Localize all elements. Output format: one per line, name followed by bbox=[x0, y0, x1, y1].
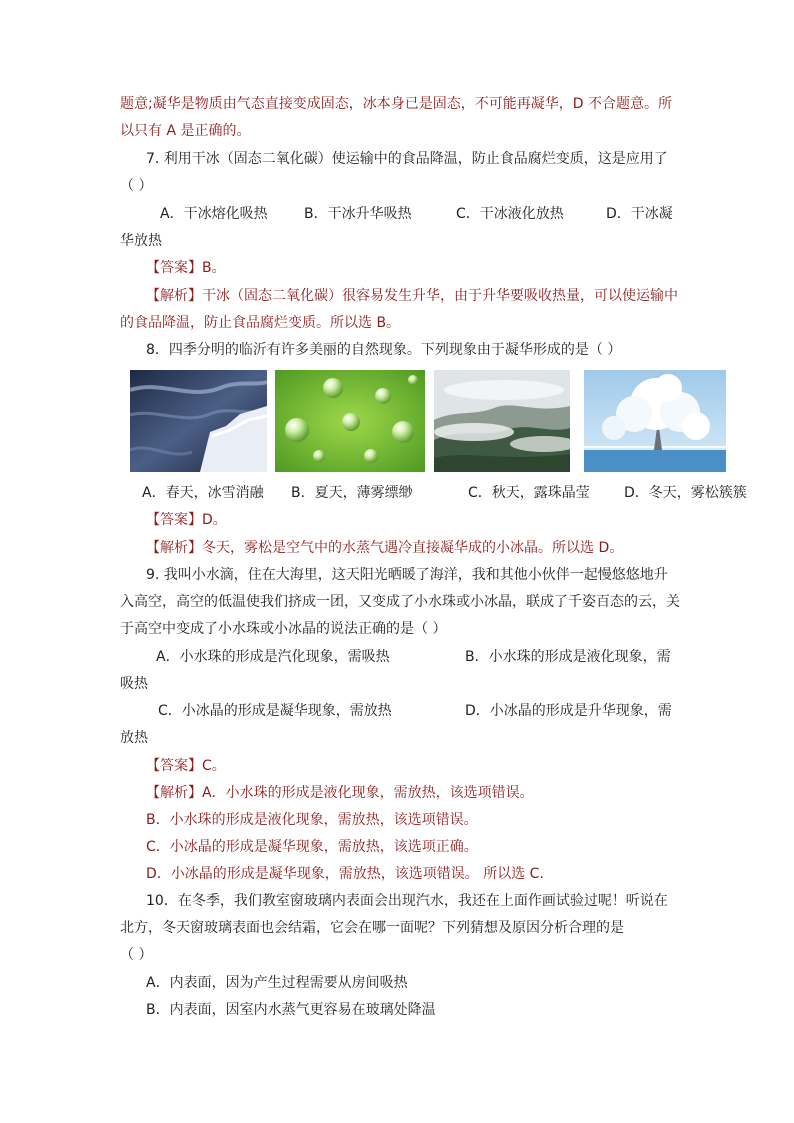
q8-stem: 8．四季分明的临沂有许多美丽的自然现象。下列现象由于凝华形成的是（ ） bbox=[146, 342, 622, 358]
q9-option-b-continued: 吸热 bbox=[120, 676, 148, 692]
q9-analysis-line-2: B．小水珠的形成是液化现象，需放热，该选项错误。 bbox=[146, 812, 478, 828]
q9-stem-line-2: 入高空，高空的低温使我们挤成一团，又变成了小水珠或小冰晶，联成了千姿百态的云，关 bbox=[120, 594, 680, 610]
q8-option-c: C．秋天，露珠晶莹 bbox=[468, 485, 590, 501]
q8-analysis: 【解析】冬天，雾松是空气中的水蒸气遇冷直接凝华成的小冰晶。所以选 D。 bbox=[146, 540, 624, 556]
q8-option-a: A．春天，冰雪消融 bbox=[142, 485, 264, 501]
q7-analysis-line-1: 【解析】干冰（固态二氧化碳）很容易发生升华，由于升华要吸收热量，可以使运输中 bbox=[146, 288, 678, 304]
q9-option-d-continued: 放热 bbox=[120, 730, 148, 746]
q7-stem-line-2: （ ） bbox=[120, 178, 153, 194]
prev-analysis-line-1: 题意;凝华是物质由气态直接变成固态，冰本身已是固态，不可能再凝华，D 不合题意。所 bbox=[120, 96, 672, 112]
q9-answer: 【答案】C。 bbox=[146, 758, 226, 774]
q9-option-b: B．小水珠的形成是液化现象，需 bbox=[465, 649, 671, 665]
q9-stem-line-1: 9. 我叫小水滴，住在大海里，这天阳光晒暖了海洋，我和其他小伙伴一起慢悠悠地升 bbox=[146, 567, 668, 583]
q8-image-autumn-mist bbox=[434, 370, 570, 472]
q9-analysis-line-3: C．小冰晶的形成是凝华现象，需放热，该选项正确。 bbox=[146, 839, 478, 855]
q10-stem-line-3: （ ） bbox=[120, 947, 153, 963]
q8-image-summer-droplets bbox=[275, 370, 425, 472]
q8-image-winter-rime bbox=[584, 370, 726, 472]
q7-answer: 【答案】B。 bbox=[146, 260, 226, 276]
q9-analysis-line-1: 【解析】A．小水珠的形成是液化现象，需放热，该选项错误。 bbox=[146, 785, 534, 801]
q10-option-b: B．内表面，因室内水蒸气更容易在玻璃处降温 bbox=[146, 1002, 436, 1018]
q7-analysis-line-2: 的食品降温，防止食品腐烂变质。所以选 B。 bbox=[120, 315, 401, 331]
q8-option-d: D．冬天，雾松簇簇 bbox=[624, 485, 747, 501]
q10-option-a: A．内表面，因为产生过程需要从房间吸热 bbox=[146, 975, 408, 991]
q7-option-b: B．干冰升华吸热 bbox=[304, 206, 412, 222]
prev-analysis-line-2: 以只有 A 是正确的。 bbox=[120, 123, 251, 139]
q9-stem-line-3: 于高空中变成了小水珠或小冰晶的说法正确的是（ ） bbox=[120, 621, 447, 637]
q9-option-d: D．小冰晶的形成是升华现象，需 bbox=[465, 703, 672, 719]
q7-option-a: A．干冰熔化吸热 bbox=[160, 206, 268, 222]
q9-option-c: C．小冰晶的形成是凝华现象，需放热 bbox=[158, 703, 392, 719]
q8-answer: 【答案】D。 bbox=[146, 512, 227, 528]
q10-stem-line-2: 北方，冬天窗玻璃表面也会结霜，它会在哪一面呢？下列猜想及原因分析合理的是 bbox=[120, 920, 624, 936]
q8-image-spring-ice-melting bbox=[130, 370, 267, 472]
q8-option-b: B．夏天，薄雾缥缈 bbox=[291, 485, 413, 501]
q7-option-d-continued: 华放热 bbox=[120, 233, 162, 249]
q7-stem-line-1: 7. 利用干冰（固态二氧化碳）使运输中的食品降温，防止食品腐烂变质，这是应用了 bbox=[146, 151, 668, 167]
q10-stem-line-1: 10．在冬季，我们教室窗玻璃内表面会出现汽水，我还在上面作画试验过呢！听说在 bbox=[146, 893, 668, 909]
q9-option-a: A．小水珠的形成是汽化现象，需吸热 bbox=[156, 649, 390, 665]
q7-option-c: C．干冰液化放热 bbox=[456, 206, 564, 222]
q9-analysis-line-4: D．小冰晶的形成是凝华现象，需放热，该选项错误。 所以选 C. bbox=[146, 866, 544, 882]
q7-option-d: D．干冰凝 bbox=[606, 206, 673, 222]
